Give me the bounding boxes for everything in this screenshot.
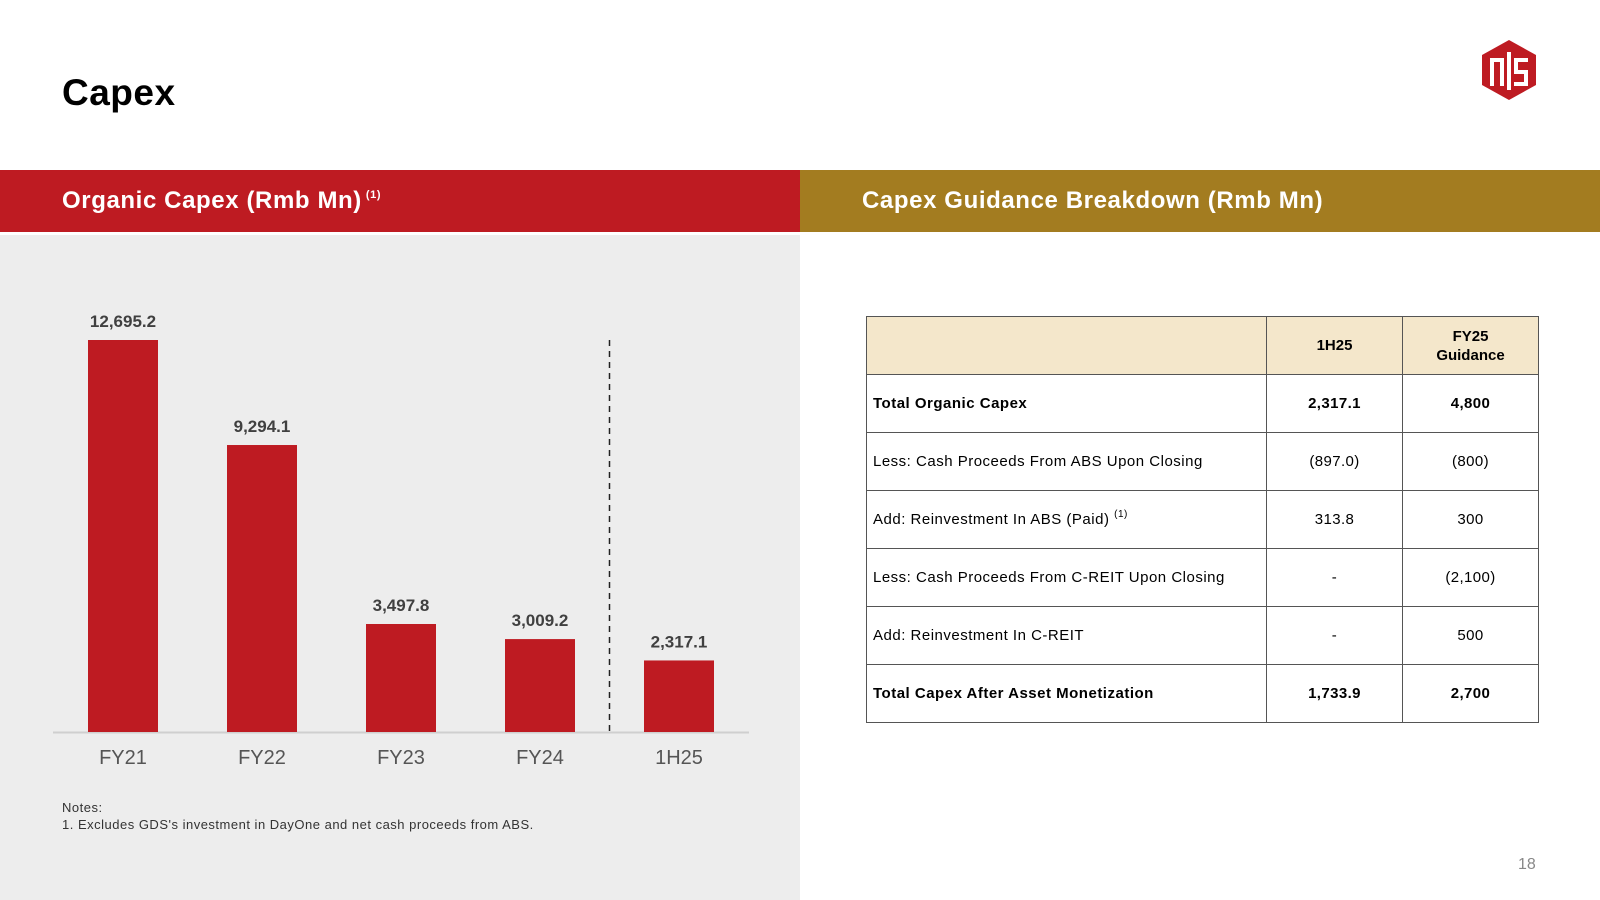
bar-fy22 bbox=[227, 445, 297, 732]
table-row bbox=[867, 491, 1539, 549]
table-header-empty bbox=[867, 317, 1267, 375]
organic-capex-header bbox=[0, 170, 800, 232]
row-fy25-value: 4,800 bbox=[1403, 375, 1539, 433]
table-row bbox=[867, 433, 1539, 491]
bar-1h25 bbox=[644, 660, 714, 732]
bar-fy23 bbox=[366, 624, 436, 732]
table-row bbox=[867, 665, 1539, 723]
data-label: 9,294.1 bbox=[233, 417, 291, 437]
row-1h25-value: (897.0) bbox=[1267, 433, 1403, 491]
capex-guidance-header-title: Capex Guidance Breakdown (Rmb Mn) bbox=[862, 187, 1324, 214]
row-1h25-value: 1,733.9 bbox=[1267, 665, 1403, 723]
row-footnote: (1) bbox=[1114, 509, 1128, 520]
x-tick-label: FY22 bbox=[238, 747, 286, 769]
bar-fy24 bbox=[505, 639, 575, 732]
notes-title: Notes: bbox=[62, 800, 103, 815]
organic-capex-bar-chart bbox=[0, 235, 800, 795]
row-1h25-value: - bbox=[1267, 549, 1403, 607]
row-1h25-value: 2,317.1 bbox=[1267, 375, 1403, 433]
x-tick-label: FY24 bbox=[516, 747, 564, 769]
row-label: Less: Cash Proceeds From C-REIT Upon Closing bbox=[867, 549, 1267, 607]
row-fy25-value: 300 bbox=[1403, 491, 1539, 549]
capex-guidance-header bbox=[800, 170, 1600, 232]
row-label: Add: Reinvestment In ABS (Paid) $^{(1)}$ bbox=[867, 491, 1267, 549]
capex-guidance-table bbox=[866, 316, 1539, 723]
data-label: 3,009.2 bbox=[511, 611, 569, 631]
organic-capex-header-title: Organic Capex (Rmb Mn) bbox=[62, 187, 362, 214]
row-label: Total Organic Capex bbox=[867, 375, 1267, 433]
organic-capex-header-footnote: (1) bbox=[365, 189, 382, 201]
note-item: 1. Excludes GDS's investment in DayOne and net cash proceeds from ABS. bbox=[62, 817, 534, 832]
row-fy25-value: (800) bbox=[1403, 433, 1539, 491]
x-tick-label: FY21 bbox=[99, 747, 147, 769]
row-fy25-value: 2,700 bbox=[1403, 665, 1539, 723]
table-header-row bbox=[867, 317, 1539, 375]
data-label: 3,497.8 bbox=[372, 595, 430, 615]
gds-logo-icon bbox=[1482, 40, 1536, 100]
row-fy25-value: (2,100) bbox=[1403, 549, 1539, 607]
table-row bbox=[867, 375, 1539, 433]
row-1h25-value: 313.8 bbox=[1267, 491, 1403, 549]
row-label: Less: Cash Proceeds From ABS Upon Closing bbox=[867, 433, 1267, 491]
x-tick-label: FY23 bbox=[377, 747, 425, 769]
row-fy25-value: 500 bbox=[1403, 607, 1539, 665]
page-number: 18 bbox=[1518, 856, 1536, 873]
notes bbox=[62, 799, 534, 833]
page-title: Capex bbox=[62, 72, 176, 113]
x-tick-label: 1H25 bbox=[655, 747, 703, 769]
row-1h25-value: - bbox=[1267, 607, 1403, 665]
bar-fy21 bbox=[88, 340, 158, 732]
row-label: Total Capex After Asset Monetization bbox=[867, 665, 1267, 723]
row-label: Add: Reinvestment In C-REIT bbox=[867, 607, 1267, 665]
table-row bbox=[867, 607, 1539, 665]
table-header-1h25: 1H25 bbox=[1267, 317, 1403, 375]
data-label: 12,695.2 bbox=[89, 312, 157, 331]
table-row bbox=[867, 549, 1539, 607]
table-header-fy25-guidance: FY25 Guidance bbox=[1403, 317, 1539, 375]
data-label: 2,317.1 bbox=[650, 632, 708, 652]
